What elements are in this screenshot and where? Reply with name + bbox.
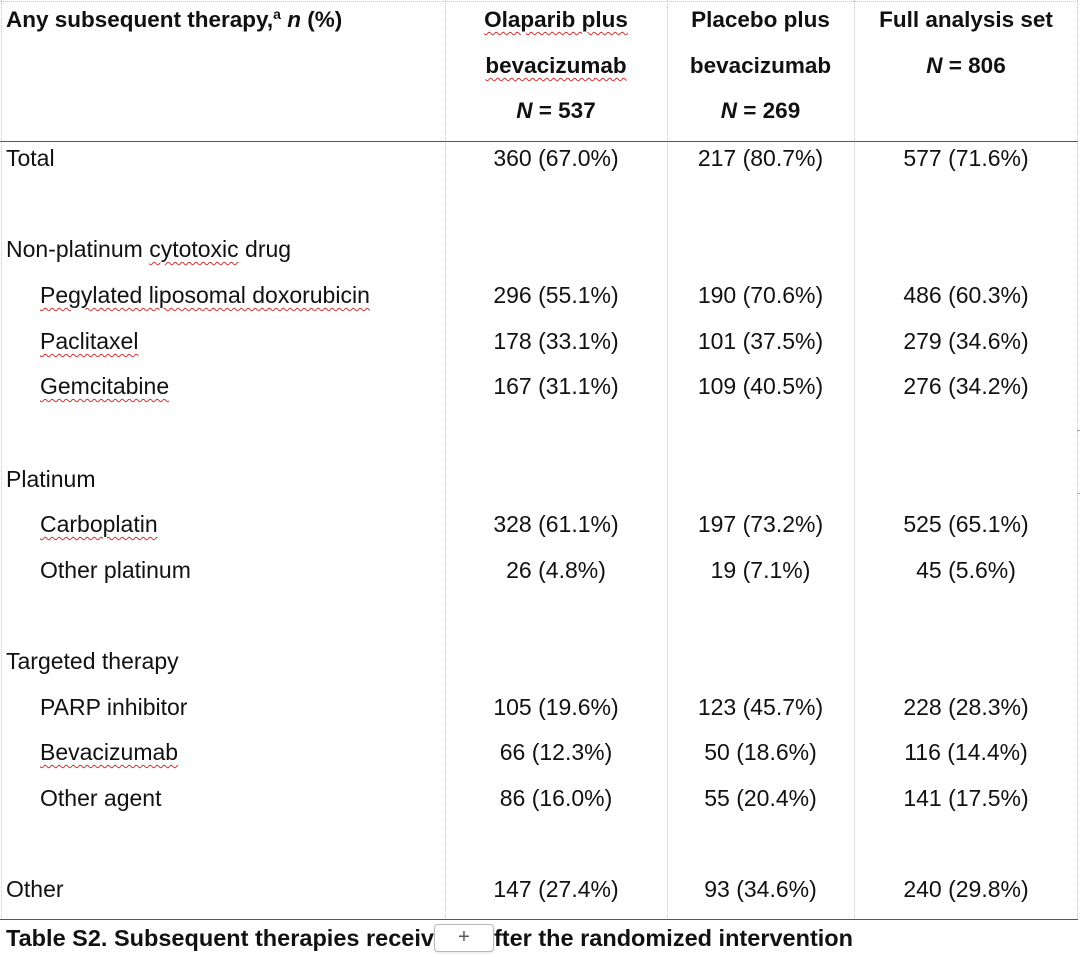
section-label-part: cytotoxic [149,236,239,262]
header-placebo-line2: bevacizumab [689,53,832,78]
cell-full-total: 577 (71.6%) [903,145,1029,171]
row-label-text: Pegylated liposomal doxorubicin [40,282,370,308]
cell-olaparib-gemcitabine: 167 (31.1%) [493,373,619,399]
header-therapy-column [6,6,342,34]
cell-full-paclitaxel: 279 (34.6%) [903,328,1029,354]
table-bottom-rule [0,919,1078,920]
header-n-label: N [516,98,533,123]
row-label-text: Bevacizumab [40,739,179,765]
column-border-right [1077,0,1078,920]
cell-full-bevacizumab: 116 (14.4%) [904,739,1028,765]
row-label-text: Gemcitabine [40,373,170,399]
column-divider-2 [667,0,668,920]
header-n-value: = 537 [538,98,596,123]
header-full-analysis-n [854,52,1078,80]
cell-placebo-paclitaxel: 101 (37.5%) [697,328,824,354]
header-n-italic: n [287,7,301,32]
header-full-analysis-line1: Full analysis set [879,7,1053,32]
table-caption [6,922,853,954]
cell-olaparib-carboplatin: 328 (61.1%) [493,511,619,537]
cell-placebo-parp: 123 (45.7%) [697,694,824,720]
section-label-part: drug [238,236,292,262]
cell-placebo-gemcitabine: 109 (40.5%) [697,373,824,399]
cell-placebo-carboplatin: 197 (73.2%) [697,511,824,537]
cell-full-gemcitabine: 276 (34.2%) [903,373,1029,399]
row-label-total: Total [6,145,55,171]
cell-full-other-agent: 141 (17.5%) [903,785,1029,811]
header-n-label: N [926,53,943,78]
cell-full-carboplatin: 525 (65.1%) [903,511,1029,537]
row-label-bevacizumab [40,738,178,766]
cell-placebo-other-agent: 55 (20.4%) [704,785,817,811]
cell-placebo-total: 217 (80.7%) [697,145,824,171]
header-bottom-rule [0,141,1078,142]
caption-text-start: Table S2. Subsequent therapies receiv [6,925,434,951]
cell-full-pegylated: 486 (60.3%) [903,282,1029,308]
cell-placebo-other-platinum: 19 (7.1%) [710,557,811,583]
cell-placebo-bevacizumab: 50 (18.6%) [704,739,817,765]
header-placebo-line1: Placebo plus [691,7,830,32]
header-footnote-marker: a [273,6,281,22]
row-label-pegylated [40,281,370,309]
caption-text-end: fter the randomized intervention [493,925,854,951]
insert-plus-button[interactable]: + [434,924,494,952]
cell-placebo-pegylated: 190 (70.6%) [697,282,824,308]
header-olaparib-line1 [445,6,667,34]
cell-olaparib-total: 360 (67.0%) [493,145,619,171]
cell-olaparib-pegylated: 296 (55.1%) [493,282,619,308]
column-divider-3 [854,0,855,920]
cell-olaparib-other: 147 (27.4%) [493,876,619,902]
header-placebo-n [667,97,854,125]
row-label-text: Carboplatin [40,511,158,537]
cell-olaparib-parp: 105 (19.6%) [493,694,619,720]
row-label-gemcitabine [40,372,169,400]
column-divider-1 [445,0,446,920]
header-olaparib-text: Olaparib plus [484,7,628,32]
section-label-platinum: Platinum [6,466,96,492]
row-label-other-platinum: Other platinum [40,557,191,583]
row-label-text: Paclitaxel [40,328,139,354]
row-label-other-agent: Other agent [40,785,162,811]
cell-full-parp: 228 (28.3%) [903,694,1029,720]
header-n-value: = 806 [948,53,1006,78]
header-n-label: N [720,98,738,123]
cell-olaparib-other-agent: 86 (16.0%) [499,785,613,811]
header-bevacizumab-text: bevacizumab [485,53,627,78]
column-border-left [1,0,2,920]
section-label-non-platinum [6,235,291,263]
header-olaparib-line2 [445,52,667,80]
cell-full-other-platinum: 45 (5.6%) [916,557,1016,583]
cell-placebo-other: 93 (34.6%) [704,876,817,902]
header-n-value: = 269 [743,98,801,123]
row-label-carboplatin [40,510,158,538]
section-label-targeted-therapy: Targeted therapy [6,648,179,674]
row-label-other: Other [6,876,64,902]
cell-olaparib-bevacizumab: 66 (12.3%) [499,739,613,765]
row-label-parp-inhibitor: PARP inhibitor [40,694,188,720]
row-label-paclitaxel [40,327,138,355]
header-percent: (%) [307,7,343,32]
cell-olaparib-paclitaxel: 178 (33.1%) [493,328,619,354]
header-olaparib-n [445,97,667,125]
header-therapy-text: Any subsequent therapy, [6,7,274,32]
table-top-border [0,1,1078,2]
section-label-part: Non-platinum [6,236,150,262]
cell-full-other: 240 (29.8%) [903,876,1029,902]
cell-olaparib-other-platinum: 26 (4.8%) [506,557,606,583]
